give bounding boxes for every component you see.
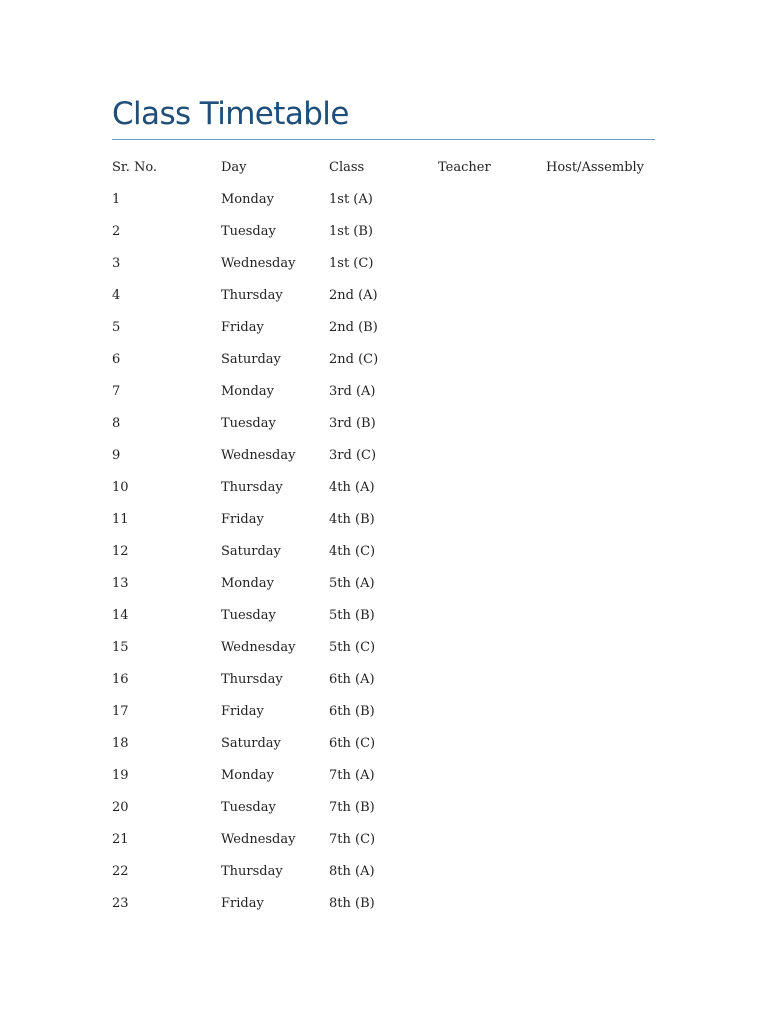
cell-sr-no: 13 <box>112 576 129 591</box>
cell-class: 7th (B) <box>329 800 375 815</box>
cell-day: Friday <box>221 896 264 911</box>
cell-teacher <box>438 728 546 760</box>
table-row <box>112 696 655 728</box>
cell-day: Tuesday <box>221 224 276 239</box>
cell-day: Thursday <box>221 480 283 495</box>
header-class: Class <box>329 160 365 175</box>
cell-teacher <box>438 312 546 344</box>
cell-class: 7th (C) <box>329 832 376 847</box>
cell-sr-no: 8 <box>112 416 121 431</box>
cell-day: Thursday <box>221 864 283 879</box>
cell-class: 4th (B) <box>329 512 375 527</box>
table-row <box>112 600 655 632</box>
title-divider <box>112 139 655 140</box>
cell-host-assembly <box>546 696 655 728</box>
table-body <box>112 184 655 920</box>
table-row <box>112 824 655 856</box>
cell-host-assembly <box>546 184 655 216</box>
cell-day: Friday <box>221 512 264 527</box>
cell-sr-no: 16 <box>112 672 129 687</box>
cell-sr-no: 7 <box>112 384 121 399</box>
cell-host-assembly <box>546 664 655 696</box>
header-sr-no: Sr. No. <box>112 160 158 175</box>
cell-day: Thursday <box>221 288 283 303</box>
cell-day: Tuesday <box>221 800 276 815</box>
cell-sr-no: 10 <box>112 480 129 495</box>
table-row <box>112 664 655 696</box>
cell-teacher <box>438 504 546 536</box>
cell-host-assembly <box>546 760 655 792</box>
cell-sr-no: 19 <box>112 768 129 783</box>
cell-host-assembly <box>546 568 655 600</box>
header-host-assembly: Host/Assembly <box>546 160 645 175</box>
cell-day: Wednesday <box>221 448 296 463</box>
cell-host-assembly <box>546 536 655 568</box>
cell-class: 8th (A) <box>329 864 375 879</box>
cell-class: 3rd (C) <box>329 448 377 463</box>
cell-host-assembly <box>546 792 655 824</box>
cell-class: 1st (C) <box>329 256 374 271</box>
cell-host-assembly <box>546 728 655 760</box>
cell-teacher <box>438 664 546 696</box>
cell-sr-no: 5 <box>112 320 121 335</box>
table-row <box>112 440 655 472</box>
cell-class: 3rd (B) <box>329 416 376 431</box>
cell-day: Tuesday <box>221 608 276 623</box>
table-row <box>112 632 655 664</box>
cell-class: 1st (A) <box>329 192 373 207</box>
cell-teacher <box>438 408 546 440</box>
table-row <box>112 792 655 824</box>
cell-teacher <box>438 824 546 856</box>
cell-class: 6th (C) <box>329 736 376 751</box>
cell-teacher <box>438 792 546 824</box>
cell-class: 4th (A) <box>329 480 375 495</box>
table-header-row <box>112 152 655 184</box>
cell-day: Tuesday <box>221 416 276 431</box>
cell-class: 6th (B) <box>329 704 375 719</box>
cell-sr-no: 12 <box>112 544 129 559</box>
cell-teacher <box>438 760 546 792</box>
table-row <box>112 472 655 504</box>
cell-sr-no: 9 <box>112 448 121 463</box>
cell-class: 2nd (B) <box>329 320 378 335</box>
cell-host-assembly <box>546 248 655 280</box>
cell-day: Thursday <box>221 672 283 687</box>
cell-day: Monday <box>221 768 274 783</box>
cell-teacher <box>438 440 546 472</box>
cell-teacher <box>438 216 546 248</box>
cell-class: 8th (B) <box>329 896 375 911</box>
cell-sr-no: 18 <box>112 736 129 751</box>
cell-sr-no: 15 <box>112 640 129 655</box>
cell-sr-no: 20 <box>112 800 129 815</box>
cell-teacher <box>438 632 546 664</box>
cell-sr-no: 4 <box>112 288 121 303</box>
table-row <box>112 184 655 216</box>
cell-class: 1st (B) <box>329 224 373 239</box>
cell-class: 6th (A) <box>329 672 375 687</box>
table-row <box>112 408 655 440</box>
cell-teacher <box>438 472 546 504</box>
cell-teacher <box>438 280 546 312</box>
cell-day: Wednesday <box>221 832 296 847</box>
cell-day: Wednesday <box>221 640 296 655</box>
cell-sr-no: 3 <box>112 256 121 271</box>
table-row <box>112 312 655 344</box>
cell-host-assembly <box>546 408 655 440</box>
cell-sr-no: 21 <box>112 832 129 847</box>
cell-teacher <box>438 696 546 728</box>
cell-sr-no: 2 <box>112 224 121 239</box>
cell-day: Wednesday <box>221 256 296 271</box>
cell-sr-no: 1 <box>112 192 121 207</box>
cell-sr-no: 22 <box>112 864 129 879</box>
cell-host-assembly <box>546 312 655 344</box>
table-row <box>112 504 655 536</box>
cell-host-assembly <box>546 600 655 632</box>
cell-day: Saturday <box>221 544 281 559</box>
cell-day: Friday <box>221 320 264 335</box>
table-row <box>112 248 655 280</box>
cell-teacher <box>438 344 546 376</box>
cell-host-assembly <box>546 280 655 312</box>
cell-teacher <box>438 856 546 888</box>
cell-teacher <box>438 184 546 216</box>
cell-class: 5th (C) <box>329 640 376 655</box>
cell-sr-no: 17 <box>112 704 129 719</box>
cell-host-assembly <box>546 216 655 248</box>
cell-sr-no: 11 <box>112 512 129 527</box>
cell-host-assembly <box>546 504 655 536</box>
cell-teacher <box>438 248 546 280</box>
cell-class: 5th (B) <box>329 608 375 623</box>
cell-sr-no: 6 <box>112 352 121 367</box>
table-row <box>112 568 655 600</box>
table-row <box>112 280 655 312</box>
cell-day: Friday <box>221 704 264 719</box>
table-row <box>112 376 655 408</box>
cell-class: 3rd (A) <box>329 384 376 399</box>
cell-teacher <box>438 536 546 568</box>
cell-host-assembly <box>546 440 655 472</box>
header-teacher: Teacher <box>438 160 491 175</box>
header-day: Day <box>221 160 247 175</box>
cell-sr-no: 14 <box>112 608 129 623</box>
table-row <box>112 888 655 920</box>
cell-host-assembly <box>546 376 655 408</box>
cell-host-assembly <box>546 824 655 856</box>
cell-teacher <box>438 888 546 920</box>
page-title: Class Timetable <box>112 96 349 132</box>
cell-host-assembly <box>546 632 655 664</box>
cell-day: Saturday <box>221 736 281 751</box>
cell-class: 4th (C) <box>329 544 376 559</box>
cell-host-assembly <box>546 472 655 504</box>
cell-day: Monday <box>221 192 274 207</box>
table-row <box>112 728 655 760</box>
cell-host-assembly <box>546 344 655 376</box>
cell-day: Monday <box>221 576 274 591</box>
timetable-table <box>112 152 655 920</box>
cell-teacher <box>438 600 546 632</box>
cell-host-assembly <box>546 856 655 888</box>
table-row <box>112 344 655 376</box>
cell-class: 2nd (C) <box>329 352 379 367</box>
cell-class: 2nd (A) <box>329 288 378 303</box>
table-row <box>112 856 655 888</box>
cell-teacher <box>438 568 546 600</box>
cell-day: Monday <box>221 384 274 399</box>
table-row <box>112 216 655 248</box>
cell-day: Saturday <box>221 352 281 367</box>
table-row <box>112 760 655 792</box>
cell-sr-no: 23 <box>112 896 129 911</box>
cell-host-assembly <box>546 888 655 920</box>
cell-class: 5th (A) <box>329 576 375 591</box>
cell-teacher <box>438 376 546 408</box>
cell-class: 7th (A) <box>329 768 375 783</box>
table-row <box>112 536 655 568</box>
